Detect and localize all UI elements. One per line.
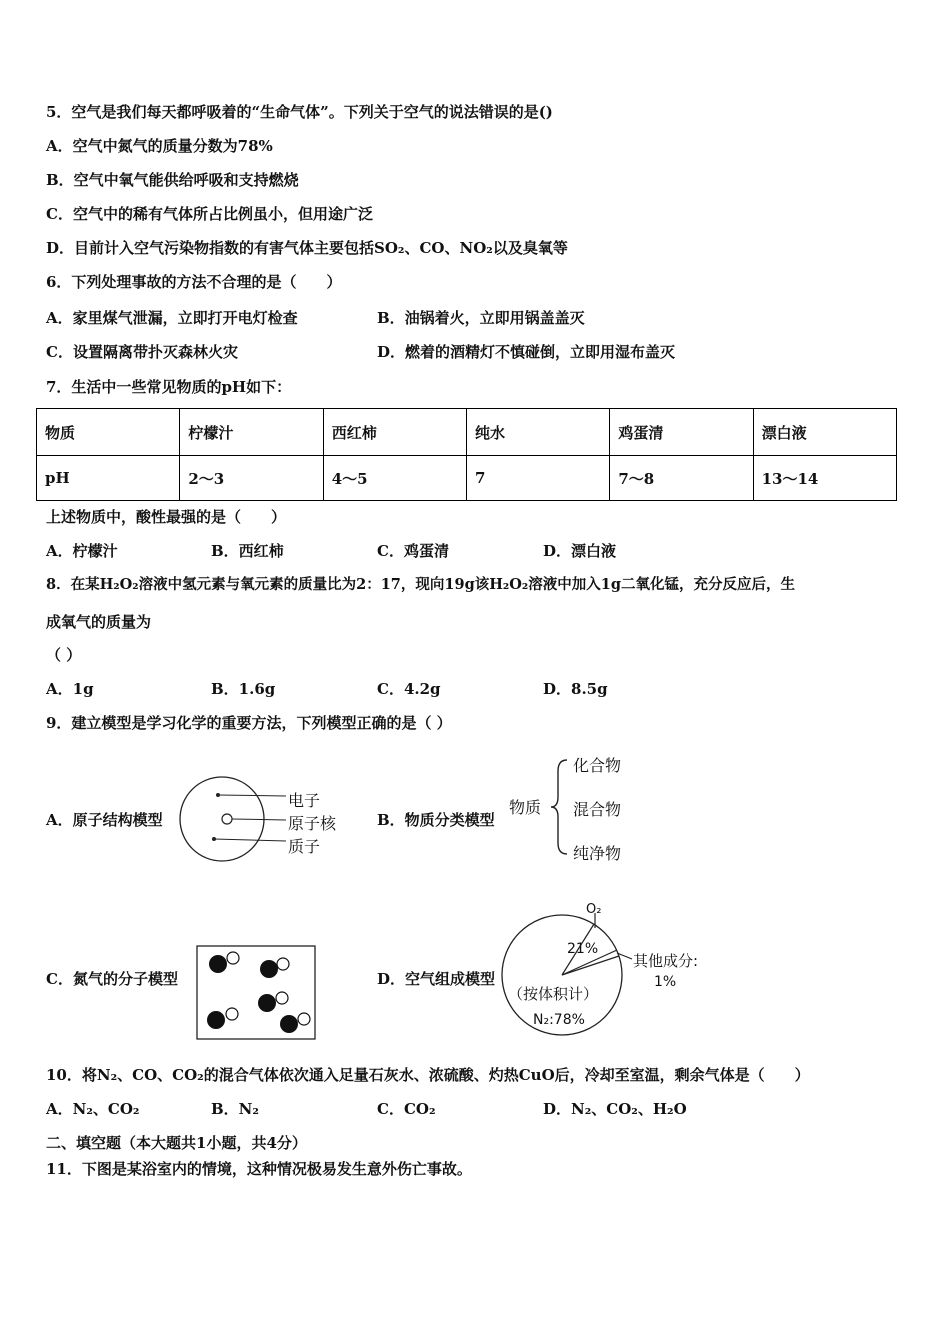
ph-table	[36, 408, 897, 501]
pie-label-other: 其他成分:	[633, 952, 699, 970]
q8-option-b: B．1.6g	[211, 680, 276, 698]
q7-option-c: C．鸡蛋清	[377, 542, 449, 560]
q6-option-c: C．设置隔离带扑灭森林火灾	[46, 343, 238, 361]
q5-stem: 5．空气是我们每天都呼吸着的“生命气体”。下列关于空气的说法错误的是()	[46, 103, 553, 121]
table-cell: 7	[467, 456, 610, 501]
pie-label-o2-percent: 21%	[567, 941, 599, 957]
table-header-cell: 西红柿	[323, 409, 466, 456]
molecule-pair	[207, 1008, 238, 1029]
q10-option-c: C．CO₂	[377, 1100, 436, 1118]
q7-question: 上述物质中，酸性最强的是（ ）	[46, 508, 287, 526]
q10-option-a: A．N₂、CO₂	[46, 1100, 140, 1118]
section-heading: 二、填空题（本大题共1小题，共4分）	[46, 1134, 307, 1152]
atom-model-diagram	[178, 775, 378, 865]
q7-stem: 7．生活中一些常见物质的pH如下：	[46, 378, 292, 396]
q8-answer-paren: （ ）	[46, 646, 82, 664]
q5-option-d: D．目前计入空气污染物指数的有害气体主要包括SO₂、CO、NO₂以及臭氧等	[46, 239, 568, 257]
table-header-cell: 纯水	[467, 409, 610, 456]
q9-option-d: D．空气组成模型	[377, 970, 496, 988]
nucleus-leader	[232, 819, 286, 820]
q5-option-b: B．空气中氧气能供给呼吸和支持燃烧	[46, 171, 299, 189]
molecule-pair	[280, 1013, 310, 1033]
q8-stem-line2: 成氧气的质量为	[46, 613, 152, 631]
q8-option-c: C．4.2g	[377, 680, 441, 698]
q8-stem-line1: 8．在某H₂O₂溶液中氢元素与氧元素的质量比为2：17，现向19g该H₂O₂溶液中加入1g二氧化锰，充分反应后，生	[46, 576, 795, 593]
q10-stem: 10．将N₂、CO、CO₂的混合气体依次通入足量石灰水、浓硫酸、灼热CuO后，冷却至室温，剩余气体是（ ）	[46, 1066, 810, 1084]
atom-label-nucleus: 原子核	[288, 814, 337, 833]
q8-option-d: D．8.5g	[543, 680, 608, 698]
table-header-cell: 物质	[37, 409, 180, 456]
table-cell: 2～3	[180, 456, 323, 501]
classification-item: 纯净物	[573, 844, 622, 863]
q7-option-d: D．漂白液	[543, 542, 617, 560]
brace-icon	[549, 757, 573, 857]
q9-stem: 9．建立模型是学习化学的重要方法，下列模型正确的是（ ）	[46, 714, 452, 732]
pie-divider	[562, 956, 619, 975]
classification-item: 混合物	[573, 800, 622, 819]
molecule-pair	[209, 952, 239, 973]
table-cell: 7～8	[610, 456, 753, 501]
nucleus-circle	[222, 814, 232, 824]
q9-option-a: A．原子结构模型	[46, 811, 163, 829]
q7-option-a: A．柠檬汁	[46, 542, 118, 560]
table-cell: 13～14	[753, 456, 896, 501]
atom-label-proton: 质子	[288, 837, 321, 856]
pie-label-o2: O₂	[586, 902, 602, 917]
q6-option-a: A．家里煤气泄漏，立即打开电灯检查	[46, 309, 298, 327]
atom-label-electron: 电子	[288, 791, 321, 810]
classification-root: 物质	[509, 798, 542, 817]
q6-stem: 6．下列处理事故的方法不合理的是（ ）	[46, 273, 342, 291]
nitrogen-molecule-diagram	[196, 945, 318, 1042]
pie-label-by-volume: （按体积计）	[508, 985, 599, 1003]
table-cell: 4～5	[323, 456, 466, 501]
q5-option-a: A．空气中氮气的质量分数为78%	[46, 137, 273, 155]
q6-option-d: D．燃着的酒精灯不慎碰倒，立即用湿布盖灭	[377, 343, 676, 361]
proton-leader	[214, 839, 286, 841]
electron-leader	[218, 795, 286, 796]
q9-option-c: C．氮气的分子模型	[46, 970, 178, 988]
q7-option-b: B．西红柿	[211, 542, 284, 560]
q6-option-b: B．油锅着火，立即用锅盖盖灭	[377, 309, 585, 327]
q5-option-c: C．空气中的稀有气体所占比例虽小，但用途广泛	[46, 205, 373, 223]
table-cell: pH	[37, 456, 180, 501]
q10-option-b: B．N₂	[211, 1100, 259, 1118]
classification-item: 化合物	[573, 756, 622, 775]
q10-option-d: D．N₂、CO₂、H₂O	[543, 1100, 687, 1118]
table-header-cell: 柠檬汁	[180, 409, 323, 456]
pie-label-other-percent: 1%	[654, 974, 677, 990]
molecule-pair	[258, 992, 288, 1012]
table-header-cell: 漂白液	[753, 409, 896, 456]
pie-label-n2: N₂:78%	[533, 1012, 585, 1028]
q9-option-b: B．物质分类模型	[377, 811, 495, 829]
q11-stem: 11．下图是某浴室内的情境，这种情况极易发生意外伤亡事故。	[46, 1160, 472, 1178]
table-header-cell: 鸡蛋清	[610, 409, 753, 456]
q8-option-a: A．1g	[46, 680, 94, 698]
molecule-pair	[260, 958, 289, 978]
